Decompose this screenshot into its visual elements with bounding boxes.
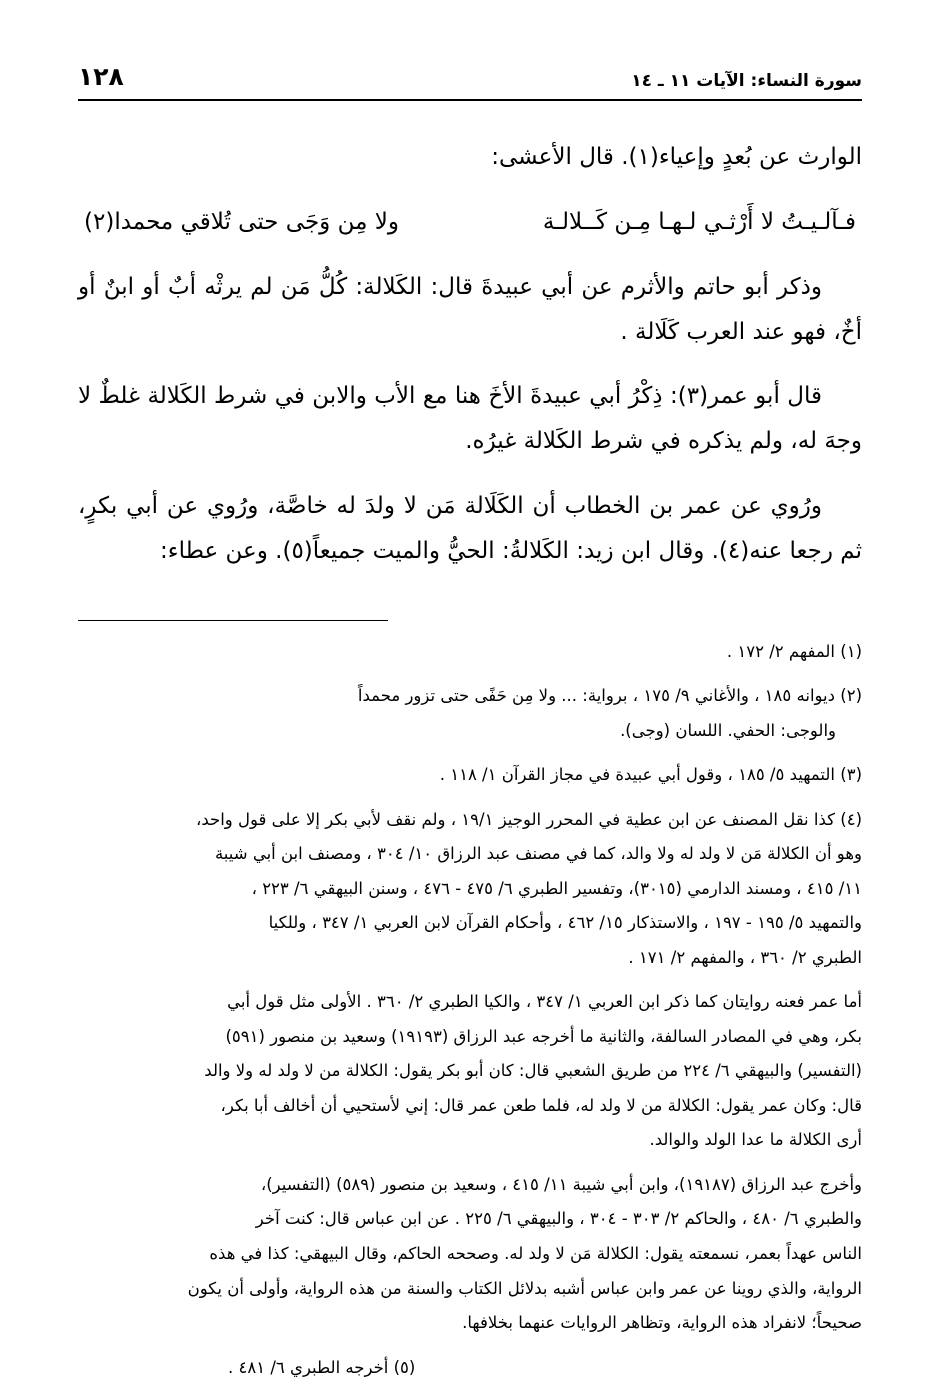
page-header — [78, 62, 862, 97]
footnote-line: والطبري ٦/ ٤٨٠ ، والحاكم ٢/ ٣٠٣ - ٣٠٤ ، والبيهقي ٦/ ٢٢٥ . عن ابن عباس قال: كنت آخر — [255, 1209, 862, 1229]
paragraph-1: الوارث عن بُعدٍ وإعياء(١). قال الأعشى: — [491, 144, 862, 170]
verse-hemistich-second: ولا مِن وَجَى حتى تُلاقي محمدا(٢) — [84, 208, 399, 235]
footnote-line: (٤) كذا نقل المصنف عن ابن عطية في المحرر الوجيز ١٩/١ ، ولم نقف لأبي بكر إلا على قول واحد، — [196, 809, 862, 829]
footnote-1 — [78, 637, 862, 668]
footnote-line: والوجى: الحفي. اللسان (وجى). — [620, 720, 836, 740]
footnote-line: الناس عهداً بعمر، نسمعته يقول: الكلالة مَن لا ولد له. وصححه الحاكم، وقال البيهقي: كذا في هذه — [209, 1244, 862, 1263]
footnote-line: (١) المفهم ٢/ ١٧٢ . — [726, 641, 862, 661]
poetry-verse — [78, 200, 862, 245]
header-divider — [78, 99, 862, 101]
page-number: ١٢٨ — [78, 62, 124, 91]
footnote-line: (٢) ديوانه ١٨٥ ، والأغاني ٩/ ١٧٥ ، برواية: ... ولا مِن حَفًى حتى تزور محمداً — [357, 686, 862, 706]
footnote-line: الطبري ٢/ ٣٦٠ ، والمفهم ٢/ ١٧١ . — [628, 947, 862, 967]
footnote-separator — [78, 620, 388, 621]
footnote-4 — [78, 805, 862, 974]
footnote-line: والتمهيد ٥/ ١٩٥ - ١٩٧ ، والاستذكار ١٥/ ٤٦٢ ، وأحكام القرآن لابن العربي ١/ ٣٤٧ ، وللكيا — [268, 913, 862, 933]
verse-hemistich-first: فـآلـيـتُ لا أَرْثـي لـهـا مِـن كَــلالـة — [542, 208, 856, 235]
footnote-5 — [78, 1353, 862, 1384]
footnotes-section — [78, 637, 862, 1383]
footnote-line: ١١/ ٤١٥ ، ومسند الدارمي (٣٠١٥)، وتفسير الطبري ٦/ ٤٧٥ - ٤٧٦ ، وسنن البيهقي ٦/ ٢٢٣ ، — [251, 878, 862, 898]
footnote-line: (٣) التمهيد ٥/ ١٨٥ ، وقول أبي عبيدة في مجاز القرآن ١/ ١١٨ . — [439, 765, 862, 785]
paragraph-4: ورُوي عن عمر بن الخطاب أن الكَلَالة مَن لا ولدَ له خاصَّة، ورُوي عن أبي بكرٍ، ثم رجعا عنه(٤). وقال ابن زيد: الكَلالةُ: الحيُّ والميت جميعاً(٥). وعن عطاء: — [78, 493, 862, 564]
footnote-2 — [78, 681, 862, 746]
footnote-line: وأخرج عبد الرزاق (١٩١٨٧)، وابن أبي شيبة ١١/ ٤١٥ ، وسعيد بن منصور (٥٨٩) (التفسير)، — [260, 1174, 862, 1194]
footnote-line: صحيحاً؛ لانفراد هذه الرواية، وتظاهر الروايات عنهما بخلافها. — [462, 1313, 862, 1333]
footnote-line: الرواية، والذي روينا عن عمر وابن عباس أشبه بدلائل الكتاب والسنة من هذه الرواية، وأولى أن يكون — [187, 1278, 862, 1298]
running-head-title: سورة النساء: الآيات ١١ ـ ١٤ — [631, 71, 862, 91]
body-text — [78, 135, 862, 574]
footnote-4-continued-a — [78, 987, 862, 1156]
footnote-4-continued-b — [78, 1170, 862, 1339]
footnote-line: بكر، وهي في المصادر السالفة، والثانية ما أخرجه عبد الرزاق (١٩١٩٣) وسعيد بن منصور (٥٩١) — [225, 1026, 862, 1046]
footnote-line: (التفسير) والبيهقي ٦/ ٢٢٤ من طريق الشعبي قال: كان أبو بكر يقول: الكلالة من لا ولد له ولا والد — [204, 1061, 862, 1081]
footnote-line: قال: وكان عمر يقول: الكلالة من لا ولد له، فلما طعن عمر قال: إني لأستحيي أن أخالف أبا بكر، — [220, 1095, 862, 1115]
footnote-line: أرى الكلالة ما عدا الولد والوالد. — [649, 1130, 862, 1150]
footnote-line: (٥) أخرجه الطبري ٦/ ٤٨١ . — [228, 1357, 416, 1377]
footnote-line: أما عمر فعنه روايتان كما ذكر ابن العربي ١/ ٣٤٧ ، والكيا الطبري ٢/ ٣٦٠ . الأولى مثل قول أبي — [227, 992, 862, 1012]
paragraph-3: قال أبو عمر(٣): ذِكْرُ أبي عبيدةَ الأخَ هنا مع الأب والابن في شرط الكَلالة غلطٌ لا وجهَ له، ولم يذكره في شرط الكَلالة غيرُه. — [78, 383, 862, 455]
paragraph-2: وذكر أبو حاتم والأثرم عن أبي عبيدةَ قال: الكَلالة: كُلُّ مَن لم يرثْه أبٌ أو ابنٌ أو أخٌ، فهو عند العرب كَلَالة . — [78, 273, 862, 345]
footnote-separator-wrap — [78, 594, 862, 621]
footnote-line: وهو أن الكلالة مَن لا ولد له ولا والد، كما في مصنف عبد الرزاق ١٠/ ٣٠٤ ، ومصنف ابن أبي شيبة — [214, 844, 862, 864]
footnote-3 — [78, 760, 862, 791]
